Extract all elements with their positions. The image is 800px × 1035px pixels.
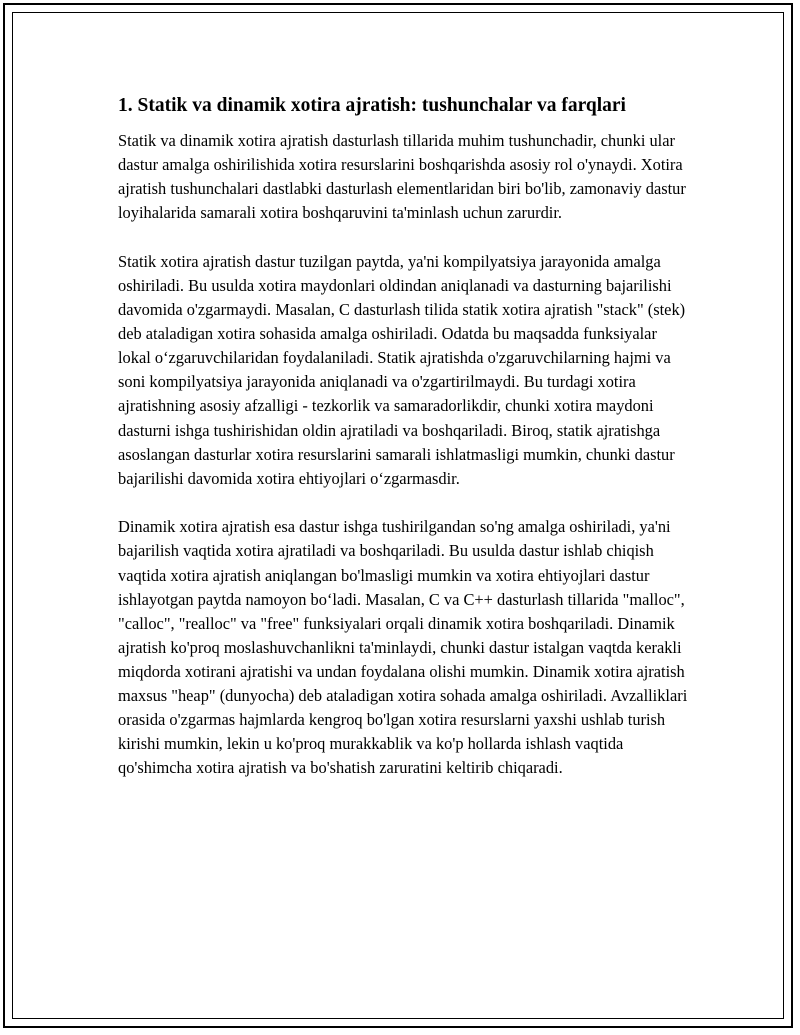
- document-body: [118, 92, 688, 805]
- paragraph-static-allocation: Statik xotira ajratish dastur tuzilgan paytda, ya'ni kompilyatsiya jarayonida amalga oshiriladi. Bu usulda xotira maydonlari oldindan aniqlanadi va dasturning bajarilishi davomida o'zgarmaydi. Masalan, C dasturlash tilida statik xotira ajratish "stack" (stek) deb ataladigan xotira sohasida amalga oshiriladi. Odatda bu maqsadda funksiyalar lokal o‘zgaruvchilaridan foydalaniladi. Statik ajratishda o'zgaruvchilarning hajmi va soni kompilyatsiya jarayonida aniqlanadi va o'zgartirilmaydi. Bu turdagi xotira ajratishning asosiy afzalligi - tezkorlik va samaradorlikdir, chunki xotira maydoni dasturni ishga tushirishidan oldin ajratiladi va boshqariladi. Biroq, statik ajratishga asoslangan dasturlar xotira resurslarini samarali ishlatmasligi mumkin, chunki dastur bajarilishi davomida xotira ehtiyojlari o‘zgarmasdir.: [118, 251, 686, 488]
- paragraph-dynamic-allocation: Dinamik xotira ajratish esa dastur ishga tushirilgandan so'ng amalga oshiriladi, ya'ni bajarilish vaqtida xotira ajratiladi va boshqariladi. Bu usulda dastur ishlab chiqish vaqtida xotira ajratish aniqlangan bo'lmasligi mumkin va xotira ehtiyojlari dastur ishlayotgan paytda namoyon bo‘ladi. Masalan, C va C++ dasturlash tillarida "malloc", "calloc", "realloc" va "free" funksiyalari orqali dinamik xotira boshqariladi. Dinamik ajratish ko'proq moslashuvchanlikni ta'minlaydi, chunki dastur istalgan vaqtda kerakli miqdorda xotirani ajratishi va undan foydalana olishi mumkin. Dinamik xotira ajratish maxsus "heap" (dunyocha) deb ataladigan xotira sohada amalga oshiriladi. Avzalliklari orasida o'zgarmas hajmlarda kengroq bo'lgan xotira resurslarni yaxshi ushlab turish kirishi mumkin, lekin u ko'proq murakkablik va ko'p hollarda ishlash vaqtida qo'shimcha xotira ajratish va bo'shatish zaruratini keltirib chiqaradi.: [118, 517, 688, 778]
- section-heading: 1. Statik va dinamik xotira ajratish: tushunchalar va farqlari: [118, 95, 626, 116]
- paragraph-intro: Statik va dinamik xotira ajratish dasturlash tillarida muhim tushunchadir, chunki ular dastur amalga oshirilishida xotira resurslarini boshqarishda asosiy rol o'ynaydi. Xotira ajratish tushunchalari dastlabki dasturlash elementlaridan biri bo'lib, zamonaviy dastur loyihalarida samarali xotira boshqaruvini ta'minlash uchun zarurdir.: [118, 131, 686, 223]
